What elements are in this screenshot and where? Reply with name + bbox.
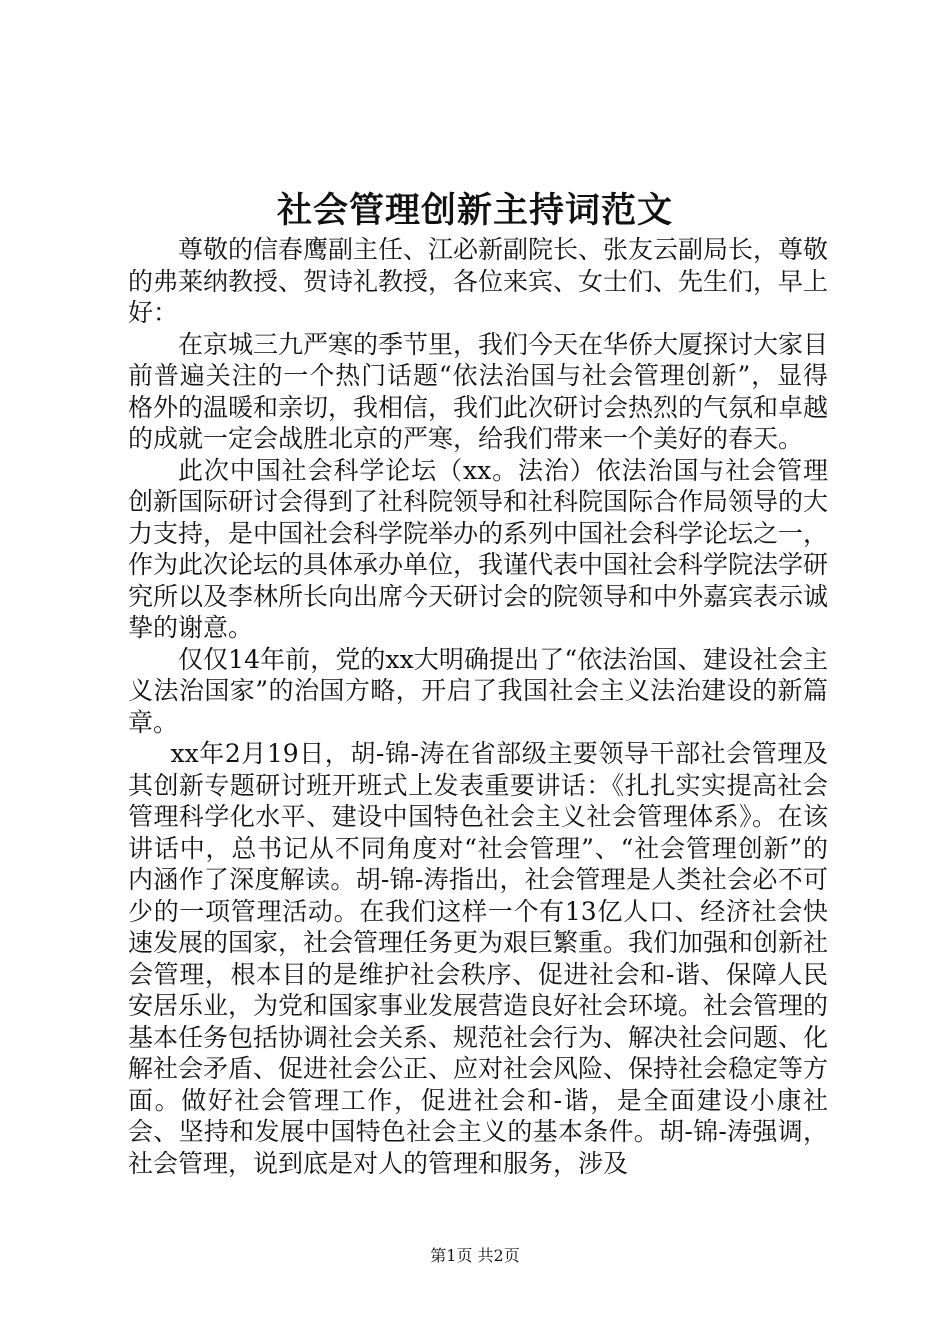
paragraph-forum: 此次中国社会科学论坛（xx。法治）依法治国与社会管理创新国际研讨会得到了社科院领导和社科院国际合作局领导的大力支持，是中国社会科学院举办的系列中国社会科学论坛之一，作为此次论坛的具体承办单位，我谨代表中国社会科学院法学研究所以及李林所长向出席今天研讨会的院领导和中外嘉宾表示诚挚的谢意。 <box>128 455 829 642</box>
document-title: 社会管理创新主持词范文 <box>276 190 673 231</box>
paragraph-speech: xx年2月19日，胡-锦-涛在省部级主要领导干部社会管理及其创新专题研讨班开班式上发表重要讲话：《扎扎实实提高社会管理科学化水平、建设中国特色社会主义社会管理体系》。在该讲话中，总书记从不同角度对“社会管理”、“社会管理创新”的内涵作了深度解读。胡-锦-涛指出，社会管理是人类社会必不可少的一项管理活动。在我们这样一个有13亿人口、经济社会快速发展的国家，社会管理任务更为艰巨繁重。我们加强和创新社会管理，根本目的是维护社会秩序、促进社会和-谐、保障人民安居乐业，为党和国家事业发展营造良好社会环境。社会管理的基本任务包括协调社会关系、规范社会行为、解决社会问题、化解社会矛盾、促进社会公正、应对社会风险、保持社会稳定等方面。做好社会管理工作，促进社会和-谐，是全面建设小康社会、坚持和发展中国特色社会主义的基本条件。胡-锦-涛强调，社会管理，说到底是对人的管理和服务，涉及 <box>128 739 829 1178</box>
page-footer: 第1页 共2页 <box>430 1246 520 1265</box>
paragraph-history: 仅仅14年前，党的xx大明确提出了“依法治国、建设社会主义法治国家”的治国方略，开启了我国社会主义法治建设的新篇章。 <box>128 644 828 737</box>
paragraph-season: 在京城三九严寒的季节里，我们今天在华侨大厦探讨大家目前普遍关注的一个热门话题“依法治国与社会管理创新”，显得格外的温暖和亲切，我相信，我们此次研讨会热烈的气氛和卓越的成就一定会战胜北京的严寒，给我们带来一个美好的春天。 <box>128 329 829 453</box>
document-body <box>128 234 828 1179</box>
paragraph-greeting: 尊敬的信春鹰副主任、江必新副院长、张友云副局长，尊敬的弗莱纳教授、贺诗礼教授，各位来宾、女士们、先生们，早上好： <box>128 235 829 327</box>
